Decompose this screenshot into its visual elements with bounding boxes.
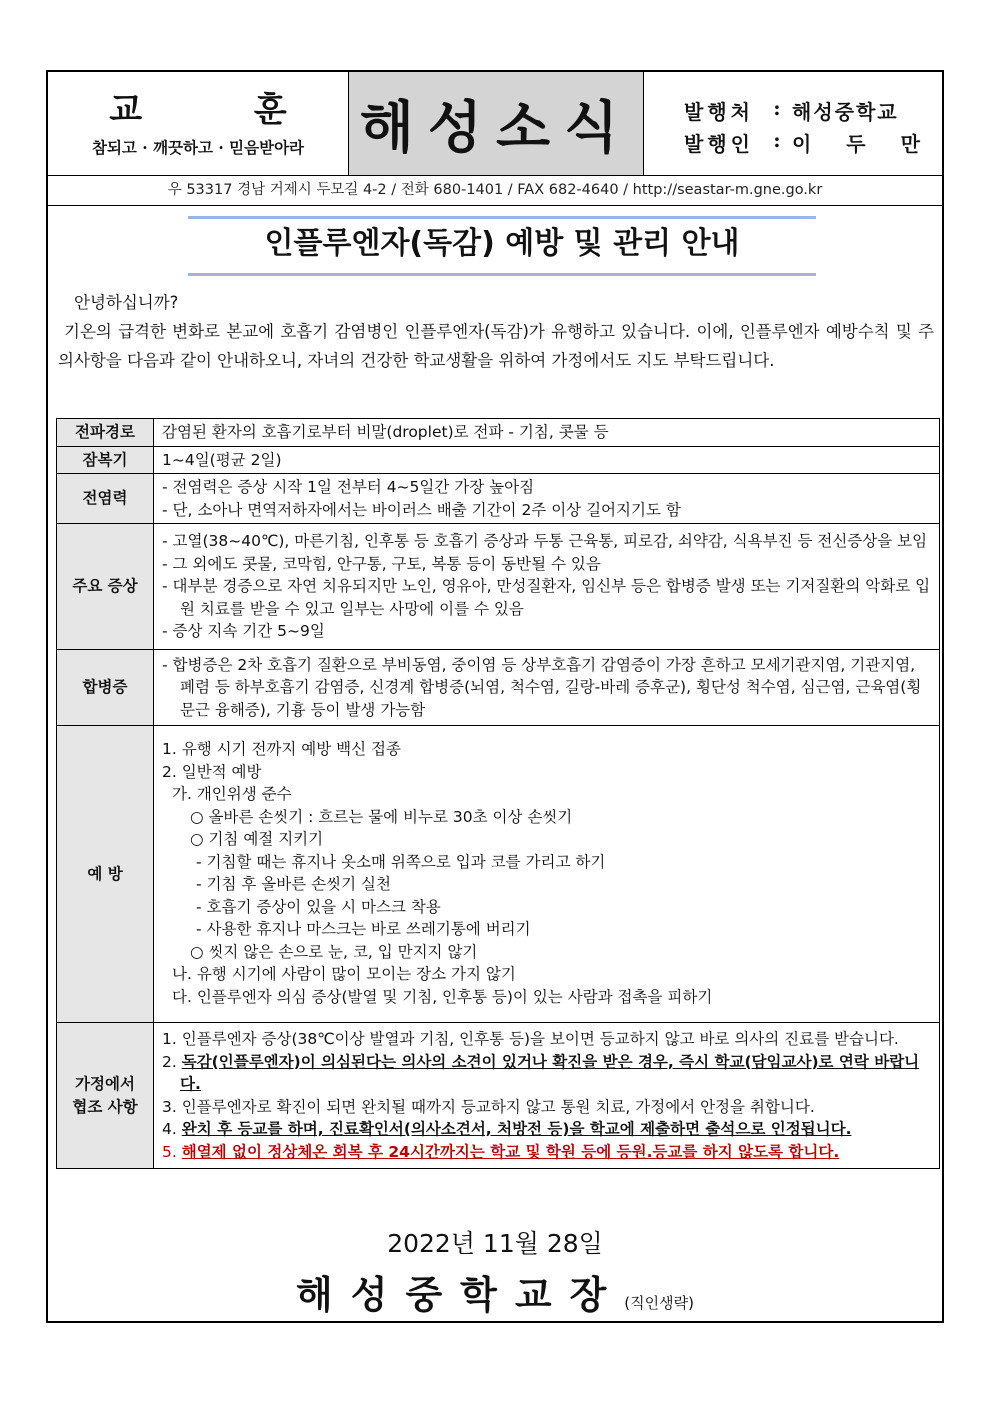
row-label: 합병증 <box>57 649 154 726</box>
row-label: 잠복기 <box>57 446 154 474</box>
list-item: ○ 기침 예절 지키기 <box>190 830 324 848</box>
home-label-line2: 협조 사항 <box>72 1097 138 1116</box>
table-row <box>57 446 940 474</box>
list-item: - 대부분 경증으로 자연 치유되지만 노인, 영유아, 만성질환자, 임신부 등은 합병증 발생 또는 기저질환의 악화로 입원 치료를 받을 수 있고 일부는 사망에 이를 수 있음 <box>162 577 931 618</box>
row-label <box>57 1023 154 1169</box>
brand-title: 해성소식 <box>359 94 633 161</box>
signature-block <box>48 1264 942 1319</box>
newsletter-brand <box>348 72 644 175</box>
issue-date: 2022년 11월 28일 <box>387 1229 603 1258</box>
list-item: 3. 인플루엔자로 확진이 되면 완치될 때까지 등교하지 않고 통원 치료, 가정에서 안정을 취합니다. <box>162 1097 815 1116</box>
row-label: 전염력 <box>57 474 154 524</box>
list-item: - 그 외에도 콧물, 코막힘, 안구통, 구토, 복통 등이 동반될 수 있음 <box>162 554 601 573</box>
colon: : <box>773 96 781 120</box>
colon: : <box>773 128 781 152</box>
list-item: 2. 일반적 예방 <box>162 762 262 781</box>
publisher-info <box>644 72 942 175</box>
item-number: 5. <box>162 1142 177 1161</box>
list-item: 다. 인플루엔자 의심 증상(발열 및 기침, 인후통 등)이 있는 사람과 접촉을 피하기 <box>172 987 713 1006</box>
principal-name: 해성중학교장 <box>296 1273 625 1317</box>
school-address: 우 53317 경남 거제시 두모길 4-2 / 전화 680-1401 / FAX 682-4640 / http://seastar-m.gne.go.kr <box>48 175 942 206</box>
list-item: 가. 개인위생 준수 <box>172 785 292 803</box>
list-item: 1. 인플루엔자 증상(38℃이상 발열과 기침, 인후통 등)을 보이면 등교하지 않고 바로 의사의 진료를 받습니다. <box>162 1030 899 1048</box>
school-motto <box>48 72 348 175</box>
seal-note: (직인생략) <box>624 1294 694 1312</box>
home-label-line1: 가정에서 <box>75 1075 135 1093</box>
intro-body: 기온의 급격한 변화로 본교에 호흡기 감염병인 인플루엔자(독감)가 유행하고 있습니다. 이에, 인플루엔자 예방수칙 및 주의사항을 다음과 같이 안내하오니, 자녀의 건강한 학교생활을 위하여 가정에서도 지도 부탁드립니다. <box>58 322 934 370</box>
list-item: - 호흡기 증상이 있을 시 마스크 착용 <box>196 897 441 916</box>
info-table <box>56 418 940 1169</box>
symptoms-cell <box>154 524 940 650</box>
list-item: ○ 올바른 손씻기 : 흐르는 물에 비누로 30초 이상 손씻기 <box>190 807 573 826</box>
list-item: - 전염력은 증상 시작 1일 전부터 4~5일간 가장 높아짐 <box>162 478 535 496</box>
publisher-value: 해성중학교 <box>792 100 899 124</box>
return-rule-notice: 해열제 없이 정상체온 회복 후 24시간까지는 학교 및 학원 등에 등원.등교를 하지 않도록 합니다. <box>181 1142 840 1161</box>
row-label: 주요 증상 <box>57 524 154 650</box>
row-label: 전파경로 <box>57 419 154 447</box>
contact-school-notice: 독감(인플루엔자)이 의심된다는 의사의 소견이 있거나 확진을 받은 경우, 즉시 학교(담임교사)로 연락 바랍니다. <box>180 1052 920 1093</box>
motto-title: 교 훈 <box>109 90 337 130</box>
motto-text: 참되고 · 깨끗하고 · 믿음받아라 <box>91 138 305 157</box>
publisher-label: 발행처 <box>684 100 754 124</box>
table-row <box>57 524 940 650</box>
table-row <box>57 474 940 524</box>
list-item: - 기침 후 올바른 손씻기 실천 <box>196 875 391 893</box>
issuer-row <box>684 128 934 157</box>
list-item <box>162 1118 931 1141</box>
complications-cell <box>154 649 940 726</box>
issuer-label: 발행인 <box>684 132 754 156</box>
publisher-row <box>684 96 899 125</box>
newsletter-frame <box>46 70 944 1323</box>
table-row <box>57 419 940 447</box>
item-number: 2. <box>162 1052 177 1071</box>
route-text: 감염된 환자의 호흡기로부터 비말(droplet)로 전파 - 기침, 콧물 등 <box>154 419 940 447</box>
table-row <box>57 726 940 1023</box>
list-item <box>162 1141 931 1164</box>
title-box <box>188 216 816 276</box>
list-item: - 사용한 휴지나 마스크는 바로 쓰레기통에 버리기 <box>196 920 531 938</box>
incubation-text: 1~4일(평균 2일) <box>154 446 940 474</box>
list-item: 1. 유행 시기 전까지 예방 백신 접종 <box>162 740 402 758</box>
home-cell <box>154 1023 940 1169</box>
issuer-value: 이 두 만 <box>792 132 934 156</box>
table-row <box>57 649 940 726</box>
list-item: 나. 유행 시기에 사람이 많이 모이는 장소 가지 않기 <box>172 965 516 983</box>
list-item: - 기침할 때는 휴지나 옷소매 위쪽으로 입과 코를 가리고 하기 <box>196 852 606 871</box>
prevention-cell <box>154 726 940 1023</box>
newsletter-header <box>48 72 942 176</box>
row-label: 예 방 <box>57 726 154 1023</box>
intro-text <box>58 288 934 375</box>
table-row <box>57 1023 940 1169</box>
attendance-notice: 완치 후 등교를 하며, 진료확인서(의사소견서, 처방전 등)을 학교에 제출하면 출석으로 인정됩니다. <box>181 1120 852 1138</box>
item-number: 4. <box>162 1120 177 1138</box>
list-item <box>162 1051 931 1096</box>
list-item: ○ 씻지 않은 손으로 눈, 코, 입 만지지 않기 <box>190 942 478 961</box>
contagious-cell <box>154 474 940 524</box>
list-item: - 합병증은 2차 호흡기 질환으로 부비동염, 중이염 등 상부호흡기 감염증이 가장 흔하고 모세기관지염, 기관지염, 폐렴 등 하부호흡기 감염증, 신경계 합병증(뇌염, 척수염, 길랑-바레 증후군), 횡단성 척수염, 심근염, 근육염(횡문근 융해증), 기흉 등이 발생 가능함 <box>162 655 922 719</box>
list-item: - 고열(38~40℃), 마른기침, 인후통 등 호흡기 증상과 두통 근육통, 피로감, 쇠약감, 식욕부진 등 전신증상을 보임 <box>162 532 928 550</box>
list-item: - 증상 지속 기간 5~9일 <box>162 622 325 640</box>
list-item: - 단, 소아나 면역저하자에서는 바이러스 배출 기간이 2주 이상 길어지기도 함 <box>162 500 681 519</box>
greeting: 안녕하십니까? <box>74 293 179 312</box>
page-title: 인플루엔자(독감) 예방 및 관리 안내 <box>264 226 740 261</box>
